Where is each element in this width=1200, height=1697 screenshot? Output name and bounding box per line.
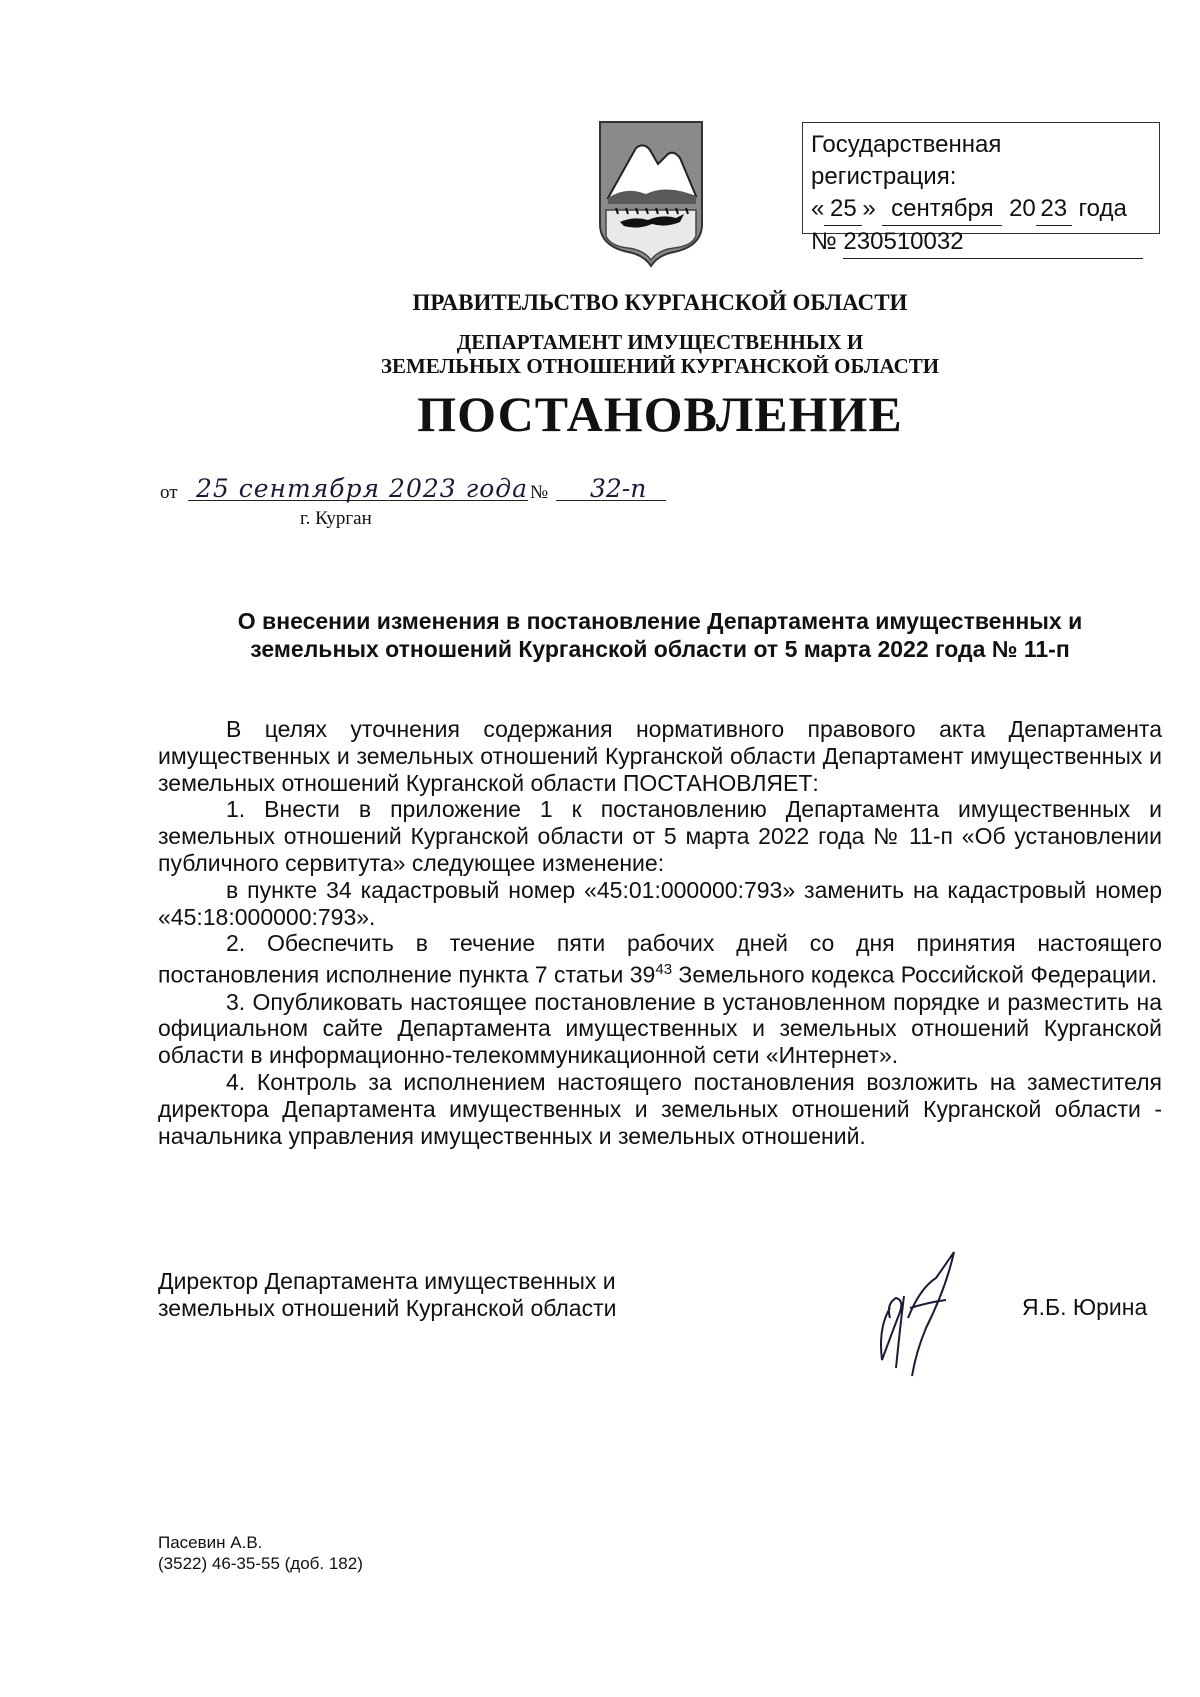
registration-year-word: года	[1078, 195, 1127, 222]
handwritten-signature	[860, 1248, 970, 1378]
registration-month: сентября	[882, 193, 1002, 226]
department-title-line1: ДЕПАРТАМЕНТ ИМУЩЕСТВЕННЫХ И	[456, 330, 864, 354]
paragraph-item-2-text-a: 2. Обеспечить в течение пяти рабочих дней со дня принятия настоящего постановления исполнение пункта 7 статьи 39	[158, 930, 1162, 988]
document-body	[158, 716, 1162, 1149]
department-title-line2: ЗЕМЕЛЬНЫХ ОТНОШЕНИЙ КУРГАНСКОЙ ОБЛАСТИ	[380, 354, 940, 378]
paragraph-item-2-text-b: Земельного кодекса Российской Федерации.	[672, 961, 1158, 988]
signer-position-line1: Директор Департамента имущественных и	[158, 1268, 616, 1294]
registration-stamp	[802, 122, 1160, 255]
subject-line2: земельных отношений Курганской области от 5 марта 2022 года № 11-п	[250, 636, 1070, 662]
subject-line1: О внесении изменения в постановление Департамента имущественных и	[237, 608, 1083, 634]
paragraph-item-3: 3. Опубликовать настоящее постановление в установленном порядке и разместить на официальном сайте Департамента имущественных и земельных отношений Курганской области в информационно-телекоммуникационной сети «Интернет».	[158, 988, 1162, 1069]
registration-date	[811, 193, 1153, 226]
paragraph-item-4: 4. Контроль за исполнением настоящего постановления возложить на заместителя директора Департамента имущественных и земельных отношений Курганской области - начальника управления имущественных и земельных отношений.	[158, 1069, 1162, 1149]
signer-name: Я.Б. Юрина	[1022, 1294, 1148, 1320]
registration-title: Государственная регистрация:	[811, 131, 1002, 190]
signer-position-line2: земельных отношений Курганской области	[158, 1295, 617, 1321]
handwritten-number: 32-п	[590, 474, 647, 503]
document-subject	[150, 607, 1170, 663]
paragraph-preamble: В целях уточнения содержания нормативного правового акта Департамента имущественных и земельных отношений Курганской области Департамент имущественных и земельных отношений Курганской области ПОСТАНОВЛЯЕТ:	[158, 716, 1162, 796]
registration-year-suffix: 23	[1036, 193, 1072, 226]
paragraph-item-1: 1. Внести в приложение 1 к постановлению Департамента имущественных и земельных отношений Курганской области от 5 марта 2022 года № 11-п «Об установлении публичного сервитута» следующее изменение:	[158, 796, 1162, 876]
government-title: ПРАВИТЕЛЬСТВО КУРГАНСКОЙ ОБЛАСТИ	[412, 290, 908, 315]
paragraph-item-1-change: в пункте 34 кадастровый номер «45:01:000000:793» заменить на кадастровый номер «45:18:000000:793».	[158, 876, 1162, 930]
registration-quote-close: »	[862, 195, 876, 222]
article-superscript: 43	[655, 961, 673, 979]
signer-position	[158, 1268, 616, 1322]
paragraph-item-2	[158, 930, 1162, 988]
registration-day: 25	[824, 193, 862, 226]
registration-number-row	[811, 226, 1153, 259]
document-type-title: ПОСТАНОВЛЕНИЕ	[417, 386, 903, 442]
registration-quote-open: «	[811, 195, 825, 222]
date-prefix: от	[160, 482, 178, 503]
city-label: г. Курган	[300, 508, 372, 529]
registration-number: 230510032	[843, 226, 1143, 259]
coat-of-arms-emblem	[596, 120, 706, 268]
executor-phone: (3522) 46-35-55 (доб. 182)	[158, 1554, 363, 1573]
registration-year-prefix: 20	[1009, 195, 1036, 222]
number-prefix: №	[530, 482, 549, 503]
registration-number-sign: №	[811, 228, 837, 255]
executor-info	[158, 1532, 363, 1574]
executor-name: Пасевин А.В.	[158, 1533, 263, 1552]
handwritten-date: 25 сентября 2023 года	[196, 474, 529, 503]
